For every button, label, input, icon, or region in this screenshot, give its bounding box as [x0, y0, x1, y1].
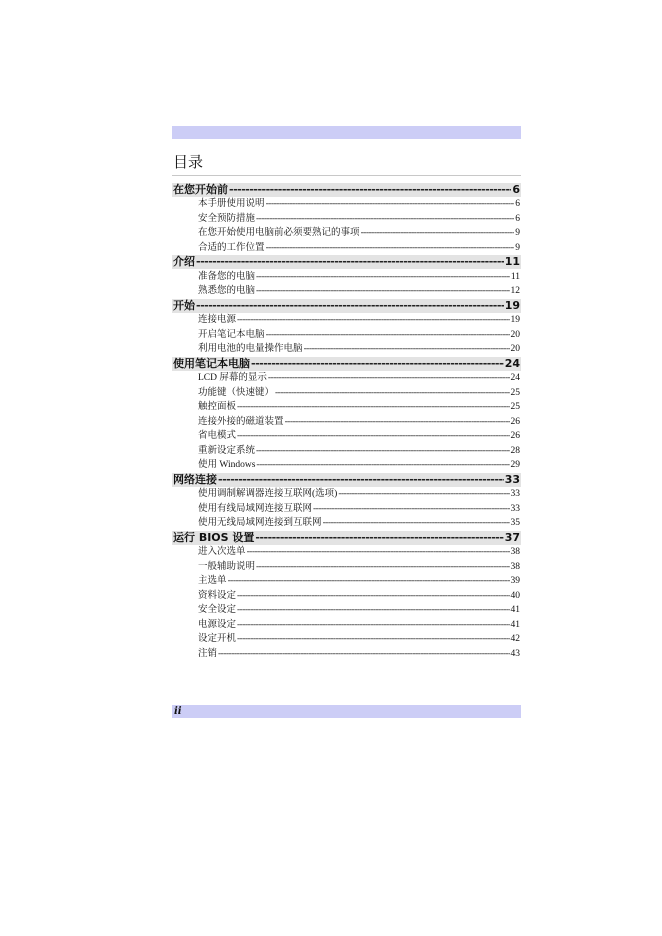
- leader-dots: [256, 284, 509, 298]
- toc-entry[interactable]: [172, 516, 521, 530]
- toc-entry-title: 安全预防措施: [198, 213, 256, 224]
- toc-entry[interactable]: [172, 458, 521, 472]
- toc-entry[interactable]: [172, 371, 521, 385]
- toc-entry[interactable]: [172, 284, 521, 298]
- toc-entry-page: 38: [510, 561, 520, 572]
- toc-entry-title: 进入次选单: [198, 547, 246, 557]
- toc-section-page: 6: [512, 182, 520, 196]
- toc-section-title: 网络连接: [173, 472, 217, 486]
- toc-section[interactable]: [172, 357, 521, 371]
- toc-section[interactable]: [172, 255, 521, 269]
- toc-entry[interactable]: [172, 589, 521, 603]
- toc-entry-page: 28: [510, 445, 520, 456]
- toc-entry-title: 开启笔记本电脑: [198, 329, 265, 340]
- toc-entry[interactable]: [172, 647, 521, 661]
- toc-entry-page: 41: [510, 605, 520, 615]
- leader-dots: [266, 241, 515, 255]
- leader-dots: [256, 212, 514, 226]
- toc-entry-title: 主选单: [198, 576, 227, 586]
- toc-entry-title: 本手册使用说明: [198, 199, 265, 209]
- toc-entry-title: 连接外接的磁道装置: [198, 416, 284, 427]
- toc-entry-title: 电源设定: [198, 619, 237, 630]
- toc-entry-title: 使用 Windows: [198, 460, 256, 470]
- toc-entry-page: 9: [515, 242, 520, 253]
- toc-entry-title: 使用调制解调器连接互联网(选项): [198, 489, 338, 499]
- toc-entry-title: 熟悉您的电脑: [198, 286, 256, 296]
- toc-section-page: 11: [504, 255, 520, 268]
- toc-entry-title: 设定开机: [198, 634, 237, 644]
- footer-bar: [172, 705, 521, 718]
- leader-dots: [266, 328, 510, 342]
- toc-entry-page: 20: [510, 344, 520, 354]
- toc-entry[interactable]: [172, 270, 521, 284]
- toc-entry-page: 35: [510, 518, 520, 528]
- title-divider: [172, 175, 521, 176]
- leader-dots: [338, 487, 509, 501]
- leader-dots: [237, 603, 509, 617]
- toc-entry-title: 重新设定系统: [198, 445, 256, 456]
- toc-entry-page: 6: [515, 199, 520, 209]
- toc-entry[interactable]: [172, 212, 521, 226]
- toc-entry-title: 资料设定: [198, 590, 237, 601]
- page-number: ii: [174, 706, 182, 717]
- leader-dots: [237, 618, 509, 632]
- header-bar: [172, 126, 521, 139]
- toc-section-title: 在您开始前: [173, 182, 228, 196]
- toc-entry-page: 25: [510, 402, 520, 412]
- toc-section[interactable]: [172, 473, 521, 487]
- toc-entry[interactable]: [172, 502, 521, 516]
- toc-entry-page: 40: [510, 590, 520, 601]
- toc-section[interactable]: [172, 183, 521, 197]
- toc-entry-title: 利用电池的电量操作电脑: [198, 344, 303, 354]
- toc-entry-page: 33: [510, 489, 520, 499]
- toc-entry-page: 12: [510, 286, 520, 296]
- leader-dots: [229, 183, 511, 197]
- toc-title: 目录: [173, 153, 204, 171]
- toc-section-page: 24: [504, 356, 520, 370]
- toc-entry-page: 26: [510, 431, 520, 441]
- leader-dots: [247, 545, 510, 559]
- toc-section[interactable]: [172, 531, 521, 545]
- toc-entry-title: 安全设定: [198, 605, 237, 615]
- toc-entry-title: 连接电源: [198, 315, 237, 325]
- toc-section-page: 33: [504, 472, 520, 486]
- leader-dots: [256, 560, 509, 574]
- leader-dots: [304, 342, 510, 356]
- toc-entry-title: 准备您的电脑: [198, 271, 256, 282]
- toc-section-title: 使用笔记本电脑: [173, 356, 250, 370]
- leader-dots: [285, 415, 510, 429]
- toc-entry-title: 一般辅助说明: [198, 561, 256, 572]
- toc-entry-page: 19: [510, 315, 520, 325]
- toc-section-page: 19: [504, 298, 520, 312]
- leader-dots: [268, 371, 510, 385]
- toc-entry[interactable]: [172, 415, 521, 429]
- toc-entry[interactable]: [172, 342, 521, 356]
- leader-dots: [237, 632, 509, 646]
- toc-entry[interactable]: [172, 603, 521, 617]
- toc-entry-page: 29: [510, 460, 520, 470]
- leader-dots: [237, 313, 509, 327]
- leader-dots: [237, 400, 509, 414]
- toc-entry[interactable]: [172, 545, 521, 559]
- toc-entry-title: 使用有线局域网连接互联网: [198, 503, 313, 514]
- toc-entry-title: LCD 屏幕的显示: [198, 373, 267, 383]
- toc-entry[interactable]: [172, 632, 521, 646]
- toc-entry-page: 26: [510, 416, 520, 427]
- toc-entry-title: 注销: [198, 648, 218, 659]
- toc-entry-title: 在您开始使用电脑前必须要熟记的事项: [198, 228, 360, 238]
- leader-dots: [237, 429, 509, 443]
- table-of-contents: [172, 182, 521, 661]
- toc-entry-page: 9: [515, 228, 520, 238]
- toc-entry[interactable]: [172, 328, 521, 342]
- leader-dots: [323, 516, 510, 530]
- leader-dots: [256, 458, 509, 472]
- leader-dots: [361, 226, 515, 240]
- toc-entry[interactable]: [172, 487, 521, 501]
- toc-entry-page: 38: [510, 547, 520, 557]
- leader-dots: [313, 502, 509, 516]
- leader-dots: [228, 574, 510, 588]
- toc-entry-page: 6: [515, 213, 520, 224]
- leader-dots: [196, 299, 504, 313]
- toc-entry-title: 触控面板: [198, 402, 237, 412]
- toc-entry[interactable]: [172, 574, 521, 588]
- toc-entry[interactable]: [172, 560, 521, 574]
- toc-section-title: 介绍: [173, 255, 195, 268]
- toc-entry[interactable]: [172, 618, 521, 632]
- toc-entry[interactable]: [172, 429, 521, 443]
- toc-entry[interactable]: [172, 313, 521, 327]
- leader-dots: [275, 386, 509, 400]
- toc-entry-title: 功能键（快速键）: [198, 387, 275, 398]
- toc-entry[interactable]: [172, 400, 521, 414]
- toc-entry-page: 11: [510, 271, 520, 282]
- toc-entry[interactable]: [172, 444, 521, 458]
- toc-section[interactable]: [172, 299, 521, 313]
- toc-entry-page: 43: [510, 648, 520, 659]
- leader-dots: [255, 531, 503, 545]
- leader-dots: [256, 270, 510, 284]
- toc-entry-title: 合适的工作位置: [198, 242, 265, 253]
- toc-entry-page: 33: [510, 503, 520, 514]
- leader-dots: [196, 255, 504, 269]
- leader-dots: [237, 589, 509, 603]
- toc-entry[interactable]: [172, 386, 521, 400]
- toc-entry-page: 41: [510, 619, 520, 630]
- toc-entry[interactable]: [172, 197, 521, 211]
- toc-entry-page: 25: [510, 387, 520, 398]
- leader-dots: [218, 647, 509, 661]
- leader-dots: [266, 197, 515, 211]
- leader-dots: [256, 444, 509, 458]
- toc-entry-page: 20: [510, 329, 520, 340]
- toc-entry-page: 39: [510, 576, 520, 586]
- toc-entry[interactable]: [172, 226, 521, 240]
- leader-dots: [218, 473, 504, 487]
- toc-entry[interactable]: [172, 241, 521, 255]
- toc-entry-page: 42: [510, 634, 520, 644]
- toc-section-page: 37: [504, 530, 520, 544]
- toc-entry-page: 24: [510, 373, 520, 383]
- leader-dots: [251, 357, 504, 371]
- toc-entry-title: 省电模式: [198, 431, 237, 441]
- toc-entry-title: 使用无线局域网连接到互联网: [198, 518, 322, 528]
- toc-section-title: 开始: [173, 298, 195, 312]
- toc-section-title: 运行 BIOS 设置: [173, 530, 255, 544]
